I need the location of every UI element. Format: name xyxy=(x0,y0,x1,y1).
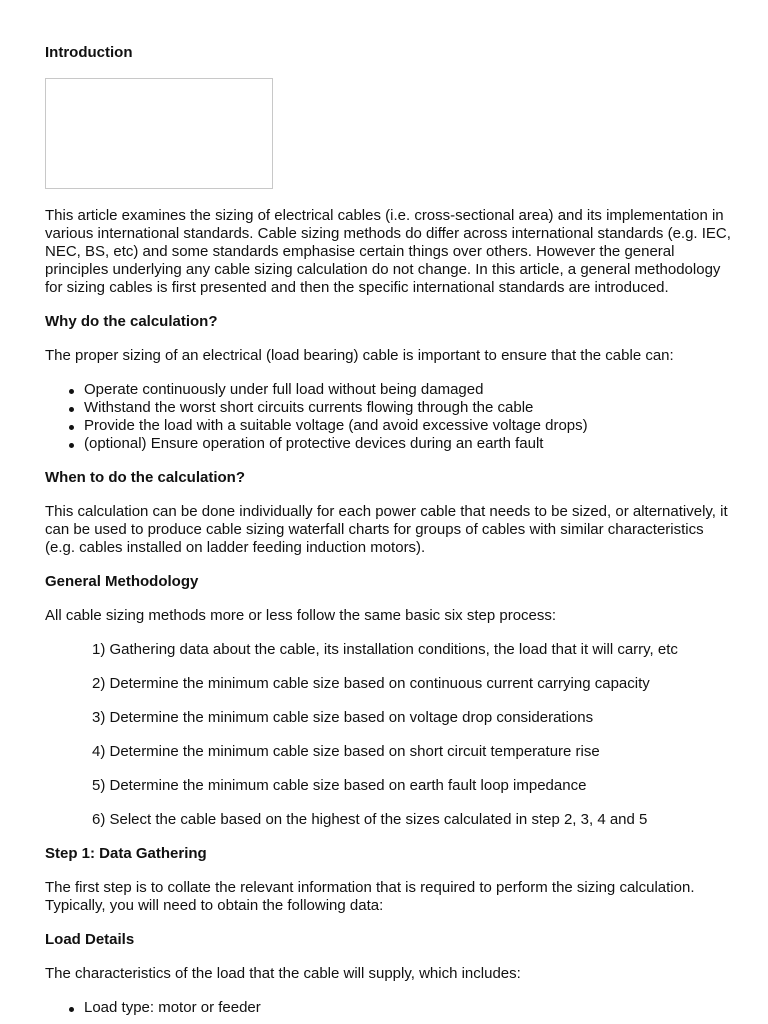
step1-heading: Step 1: Data Gathering xyxy=(45,845,207,862)
when-heading: When to do the calculation? xyxy=(45,469,245,486)
list-item: Operate continuously under full load without being damaged xyxy=(45,381,735,399)
method-step: 2) Determine the minimum cable size based on continuous current carrying capacity xyxy=(92,675,650,692)
method-step: 5) Determine the minimum cable size based on earth fault loop impedance xyxy=(92,777,587,794)
load-paragraph: The characteristics of the load that the cable will supply, which includes: xyxy=(45,965,521,982)
list-item: Load type: motor or feeder xyxy=(45,999,735,1017)
load-heading: Load Details xyxy=(45,931,135,948)
why-list xyxy=(45,381,735,453)
method-step: 1) Gathering data about the cable, its installation conditions, the load that it will carry, etc xyxy=(92,641,678,658)
intro-paragraph: This article examines the sizing of electrical cables (i.e. cross-sectional area) and its implementation in various international standards. Cable sizing methods do differ across international standards (e.g. IEC, NEC, BS, etc) and some standards emphasise certain things over others. However the general principles underlying any cable sizing calculation do not change. In this article, a general methodology for sizing cables is first presented and then the specific international standards are introduced. xyxy=(45,207,731,296)
method-steps xyxy=(45,641,735,829)
list-item: Provide the load with a suitable voltage (and avoid excessive voltage drops) xyxy=(45,417,735,435)
intro-heading: Introduction xyxy=(45,44,133,61)
method-paragraph: All cable sizing methods more or less follow the same basic six step process: xyxy=(45,607,557,624)
step1-paragraph: The first step is to collate the relevant information that is required to perform the sizing calculation. Typically, you will need to obtain the following data: xyxy=(45,879,695,914)
when-paragraph: This calculation can be done individually for each power cable that needs to be sized, or alternatively, it can be used to produce cable sizing waterfall charts for groups of cables with similar characteristics (e.g. cables installed on ladder feeding induction motors). xyxy=(45,503,728,556)
method-step: 6) Select the cable based on the highest of the sizes calculated in step 2, 3, 4 and 5 xyxy=(92,811,648,828)
method-step: 4) Determine the minimum cable size based on short circuit temperature rise xyxy=(92,743,600,760)
document-page xyxy=(45,44,735,1017)
load-list xyxy=(45,999,735,1017)
method-heading: General Methodology xyxy=(45,573,199,590)
list-item: (optional) Ensure operation of protective devices during an earth fault xyxy=(45,435,735,453)
method-step: 3) Determine the minimum cable size based on voltage drop considerations xyxy=(92,709,594,726)
image-placeholder xyxy=(45,78,273,189)
why-heading: Why do the calculation? xyxy=(45,313,218,330)
list-item: Withstand the worst short circuits currents flowing through the cable xyxy=(45,399,735,417)
why-paragraph: The proper sizing of an electrical (load bearing) cable is important to ensure that the cable can: xyxy=(45,347,674,364)
